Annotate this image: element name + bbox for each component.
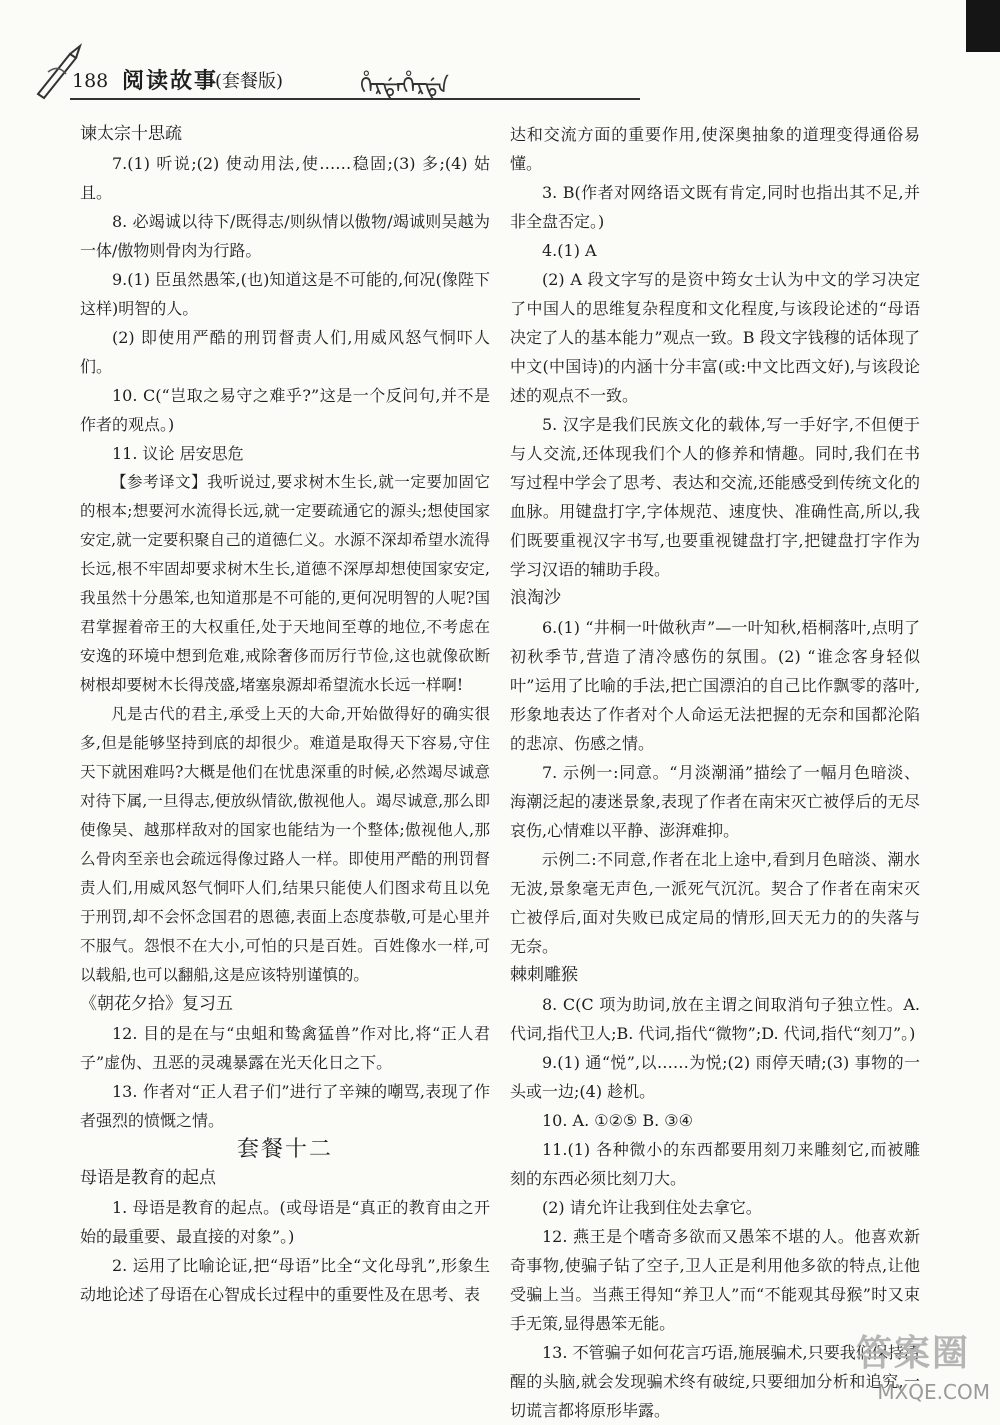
page-number: 188 [72,70,109,92]
header-rule [70,98,640,100]
answer-paragraph: 11.(1) 各种微小的东西都要用刻刀来雕刻它,而被雕刻的东西必须比刻刀大。 [510,1140,920,1188]
answer-paragraph: 4.(1) A [542,241,597,260]
answer-paragraph: 6.(1) “井桐一叶做秋声”—一叶知秋,梧桐落叶,点明了初秋季节,营造了清冷感伤的氛围。(2) “谁念客身轻似叶”运用了比喻的手法,把亡国漂泊的自己比作飘零的落叶,形象地表达了作者对个人命运无法把握的无奈和国都沦陷的悲凉、伤感之情。 [510,618,920,753]
answer-paragraph: 示例二:不同意,作者在北上途中,看到月色暗淡、潮水无波,景象毫无声色,一派死气沉沉。契合了作者在南宋灭亡被俘后,面对失败已成定局的情形,回天无力的的失落与无奈。 [510,850,920,956]
answer-paragraph: 5. 汉字是我们民族文化的载体,写一手好字,不但便于与人交流,还体现我们个人的修养和情趣。同时,我们在书写过程中学会了思考、表达和交流,还能感受到传统文化的血脉。用键盘打字,字体规范、速度快、准确性高,所以,我们既要重视汉字书写,也要重视键盘打字,把键盘打字作为学习汉语的辅助手段。 [510,415,920,579]
right-column [510,120,920,1425]
section-title: 母语是教育的起点 [80,1168,216,1188]
section-title: 谏太宗十思疏 [80,124,182,144]
answer-paragraph: 11. 议论 居安思危 [112,444,244,463]
set-title: 套餐十二 [236,1137,333,1162]
corner-tab [966,0,1000,52]
answer-paragraph: (2) A 段文字写的是资中筠女士认为中文的学习决定了中国人的思维复杂程度和文化程度,与该段论述的“母语决定了人的基本能力”观点一致。B 段文字钱穆的话体现了中文(中国诗)的内涵十分丰富(或:中文比西文好),与该段论述的观点不一致。 [510,270,920,405]
page-header [30,42,650,102]
edition-label: (套餐版) [215,71,284,92]
answer-paragraph: 7. 示例一:同意。“月淡潮涌”描绘了一幅月色暗淡、海潮泛起的凄迷景象,表现了作者在南宋灭亡被俘后的无尽哀伤,心情难以平静、澎湃难抑。 [510,763,920,840]
answer-paragraph: 9.(1) 臣虽然愚笨,(也)知道这是不可能的,何况(像陛下这样)明智的人。 [80,270,490,318]
answer-paragraph: (2) 请允许让我到住处去拿它。 [542,1198,762,1217]
header-decoration: ᡥᡝᡵᡩᡝᡥᡝᡵᡩᡝ [360,74,449,99]
answer-paragraph: 7.(1) 听说;(2) 使动用法,使……稳固;(3) 多;(4) 姑且。 [80,154,490,202]
answer-paragraph: 13. 不管骗子如何花言巧语,施展骗术,只要我们保持清醒的头脑,就会发现骗术终有破绽,只要细加分析和追究,一切谎言都将原形毕露。 [510,1343,920,1420]
answer-paragraph: 9.(1) 通“悦”,以……为悦;(2) 雨停天晴;(3) 事物的一头或一边;(4) 趁机。 [510,1053,920,1101]
section-title: 《朝花夕拾》复习五 [80,994,233,1014]
answer-paragraph: 1. 母语是教育的起点。(或母语是“真正的教育由之开始的最重要、最直接的对象”。) [80,1198,490,1246]
watermark-url: MXQE.COM [877,1380,990,1404]
answer-paragraph: 12. 目的是在与“虫蛆和鸷禽猛兽”作对比,将“正人君子”虚伪、丑恶的灵魂暴露在光天化日之下。 [80,1024,490,1072]
watermark-logo: 答案圈 [855,1333,970,1374]
answer-paragraph: 2. 运用了比喻论证,把“母语”比全“文化母乳”,形象生动地论述了母语在心智成长过程中的重要性及在思考、表 [80,1256,490,1304]
translation-paragraph: 凡是古代的君主,承受上天的大命,开始做得好的确实很多,但是能够坚持到底的却很少。难道是取得天下容易,守住天下就困难吗?大概是他们在忧患深重的时候,必然竭尽诚意对待下属,一旦得志,便放纵情欲,傲视他人。竭尽诚意,那么即使像吴、越那样敌对的国家也能结为一个整体;傲视他人,那么骨肉至亲也会疏远得像过路人一样。即使用严酷的刑罚督责人们,用威风怒气恫吓人们,结果只能使人们图求苟且以免于刑罚,却不会怀念国君的恩德,表面上态度恭敬,可是心里并不服气。怨恨不在大小,可怕的只是百姓。百姓像水一样,可以载船,也可以翻船,这是应该特别谨慎的。 [80,705,490,984]
left-column [80,120,490,1309]
site-watermark [800,1314,990,1404]
answer-paragraph: 3. B(作者对网络语文既有肯定,同时也指出其不足,并非全盘否定。) [510,183,920,231]
translation-paragraph: 【参考译文】我听说过,要求树木生长,就一定要加固它的根本;想要河水流得长远,就一定要疏通它的源头;想使国家安定,就一定要积聚自己的道德仁义。水源不深却希望水流得长远,根不牢固却要求树木生长,道德不深厚却想使国家安定,我虽然十分愚笨,也知道那是不可能的,更何况明智的人呢?国君掌握着帝王的大权重任,处于天地间至尊的地位,不考虑在安逸的环境中想到危难,戒除奢侈而厉行节俭,这也就像砍断树根却要树木长得茂盛,堵塞泉源却希望流水长远一样啊! [80,473,490,694]
answer-paragraph: 达和交流方面的重要作用,使深奥抽象的道理变得通俗易懂。 [510,125,920,173]
section-title: 浪淘沙 [510,588,561,608]
answer-paragraph: 8. C(C 项为助词,放在主谓之间取消句子独立性。A. 代词,指代卫人;B. 代词,指代“微物”;D. 代词,指代“刻刀”。) [510,995,920,1043]
answer-paragraph: (2) 即使用严酷的刑罚督责人们,用威风怒气恫吓人们。 [80,328,490,376]
answer-paragraph: 8. 必竭诚以待下/既得志/则纵情以傲物/竭诚则吴越为一体/傲物则骨肉为行路。 [80,212,490,260]
section-title: 棘刺雕猴 [510,965,578,985]
answer-paragraph: 13. 作者对“正人君子们”进行了辛辣的嘲骂,表现了作者强烈的愤慨之情。 [80,1082,490,1130]
answer-paragraph: 12. 燕王是个嗜奇多欲而又愚笨不堪的人。他喜欢新奇事物,使骗子钻了空子,卫人正是利用他多欲的特点,让他受骗上当。当燕王得知“养卫人”而“不能观其母猴”时又束手无策,显得愚笨无能。 [510,1227,920,1333]
book-title: 阅读故事 [122,68,219,94]
answer-paragraph: 10. A. ①②⑤ B. ③④ [542,1111,693,1130]
answer-paragraph: 10. C(“岂取之易守之难乎?”这是一个反问句,并不是作者的观点。) [80,386,490,434]
